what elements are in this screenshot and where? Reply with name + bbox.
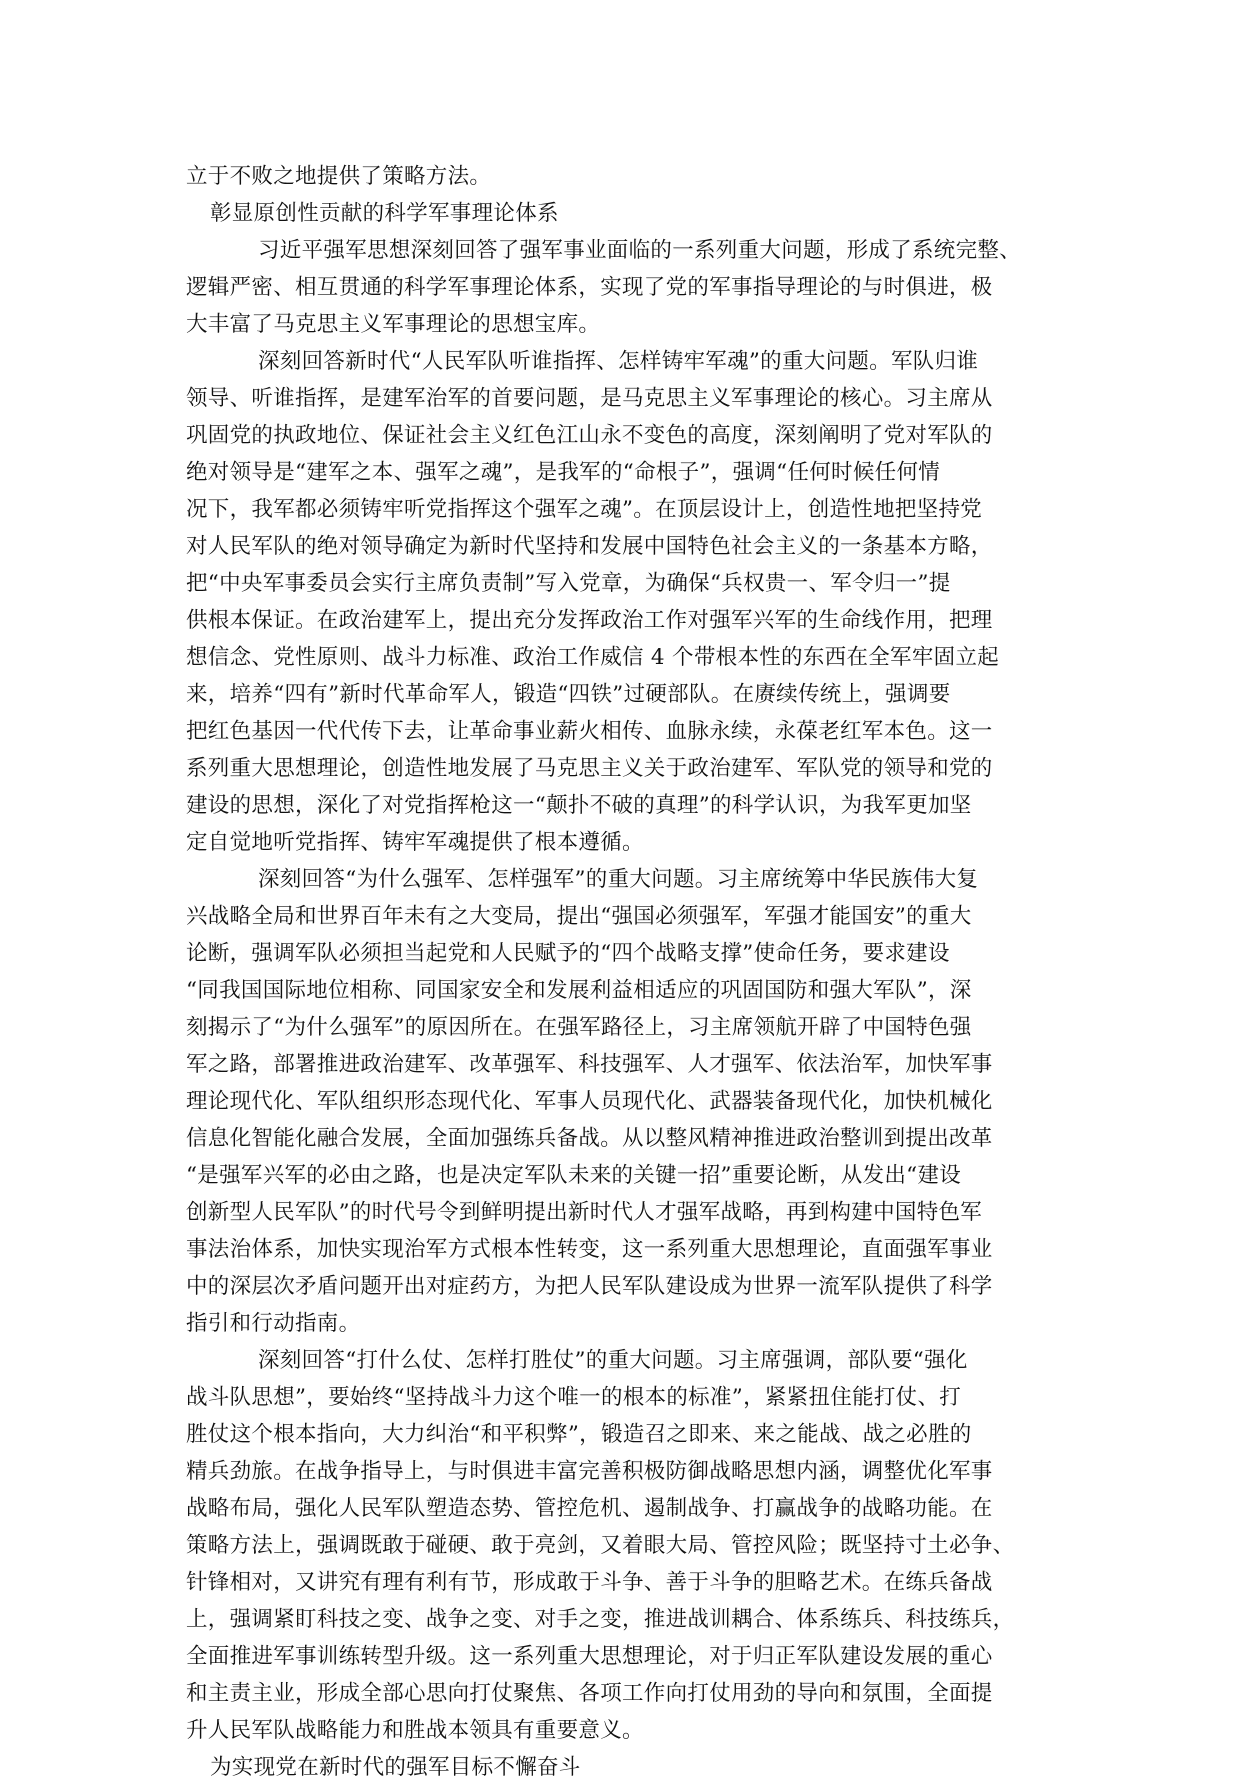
text-line: 深刻回答“为什么强军、怎样强军”的重大问题。习主席统筹中华民族伟大复 [258, 867, 979, 892]
text-line: 和主责主业，形成全部心思向打仗聚焦、各项工作向打仗用劲的导向和氛围，全面提 [186, 1681, 993, 1706]
text-line: 刻揭示了“为什么强军”的原因所在。在强军路径上，习主席领航开辟了中国特色强 [186, 1015, 972, 1040]
text-line: 上，强调紧盯科技之变、战争之变、对手之变，推进战训耦合、体系练兵、科技练兵， [186, 1607, 1015, 1632]
document-body [186, 158, 1044, 1786]
text-line: 战略布局，强化人民军队塑造态势、管控危机、遏制战争、打赢战争的战略功能。在 [186, 1496, 993, 1521]
text-line: 升人民军队战略能力和胜战本领具有重要意义。 [186, 1718, 644, 1743]
text-line: 信息化智能化融合发展，全面加强练兵备战。从以整风精神推进政治整训到提出改革 [186, 1126, 993, 1151]
text-line: 深刻回答“打什么仗、怎样打胜仗”的重大问题。习主席强调，部队要“强化 [258, 1348, 968, 1373]
text-line: 论断，强调军队必须担当起党和人民赋予的“四个战略支撑”使命任务，要求建设 [186, 941, 950, 966]
text-line: 立于不败之地提供了策略方法。 [186, 164, 492, 189]
text-line: 逻辑严密、相互贯通的科学军事理论体系，实现了党的军事指导理论的与时俱进，极 [186, 275, 993, 300]
text-line: 中的深层次矛盾问题开出对症药方，为把人民军队建设成为世界一流军队提供了科学 [186, 1274, 993, 1299]
text-line: 把“中央军事委员会实行主席负责制”写入党章，为确保“兵权贵一、军令归一”提 [186, 571, 951, 596]
text-line: 况下，我军都必须铸牢听党指挥这个强军之魂”。在顶层设计上，创造性地把坚持党 [186, 497, 983, 522]
text-line: “是强军兴军的必由之路，也是决定军队未来的关键一招”重要论断，从发出“建设 [186, 1163, 962, 1188]
text-line: 全面推进军事训练转型升级。这一系列重大思想理论，对于归正军队建设发展的重心 [186, 1644, 993, 1669]
section-heading: 彰显原创性贡献的科学军事理论体系 [210, 201, 559, 226]
text-line: 创新型人民军队”的时代号令到鲜明提出新时代人才强军战略，再到构建中国特色军 [186, 1200, 983, 1225]
text-line: 大丰富了马克思主义军事理论的思想宝库。 [186, 312, 601, 337]
text-line: 绝对领导是“建军之本、强军之魂”，是我军的“命根子”，强调“任何时候任何情 [186, 460, 941, 485]
text-line: 巩固党的执政地位、保证社会主义红色江山永不变色的高度，深刻阐明了党对军队的 [186, 423, 993, 448]
text-line: 指引和行动指南。 [186, 1311, 361, 1336]
text-line: 精兵劲旅。在战争指导上，与时俱进丰富完善积极防御战略思想内涵，调整优化军事 [186, 1459, 993, 1484]
text-line: 针锋相对，又讲究有理有利有节，形成敢于斗争、善于斗争的胆略艺术。在练兵备战 [186, 1570, 993, 1595]
text-line: 军之路，部署推进政治建军、改革强军、科技强军、人才强军、依法治军，加快军事 [186, 1052, 993, 1077]
text-line: 系列重大思想理论，创造性地发展了马克思主义关于政治建军、军队党的领导和党的 [186, 756, 993, 781]
text-line: 供根本保证。在政治建军上，提出充分发挥政治工作对强军兴军的生命线作用，把理 [186, 608, 993, 633]
text-line: “同我国国际地位相称、同国家安全和发展利益相适应的巩固国防和强大军队”，深 [186, 978, 972, 1003]
text-line: 胜仗这个根本指向，大力纠治“和平积弊”，锻造召之即来、来之能战、战之必胜的 [186, 1422, 972, 1447]
text-line: 理论现代化、军队组织形态现代化、军事人员现代化、武器装备现代化，加快机械化 [186, 1089, 993, 1114]
text-line: 对人民军队的绝对领导确定为新时代坚持和发展中国特色社会主义的一条基本方略， [186, 534, 993, 559]
text-line: 建设的思想，深化了对党指挥枪这一“颠扑不破的真理”的科学认识，为我军更加坚 [186, 793, 972, 818]
text-line: 兴战略全局和世界百年未有之大变局，提出“强国必须强军，军强才能国安”的重大 [186, 904, 972, 929]
section-heading: 为实现党在新时代的强军目标不懈奋斗 [210, 1755, 581, 1780]
text-line: 战斗队思想”，要始终“坚持战斗力这个唯一的根本的标准”，紧紧扭住能打仗、打 [186, 1385, 962, 1410]
text-line: 定自觉地听党指挥、铸牢军魂提供了根本遵循。 [186, 830, 644, 855]
text-line: 领导、听谁指挥，是建军治军的首要问题，是马克思主义军事理论的核心。习主席从 [186, 386, 993, 411]
text-line: 习近平强军思想深刻回答了强军事业面临的一系列重大问题，形成了系统完整、 [258, 238, 1022, 263]
text-line: 深刻回答新时代“人民军队听谁指挥、怎样铸牢军魂”的重大问题。军队归谁 [258, 349, 979, 374]
text-line: 把红色基因一代代传下去，让革命事业薪火相传、血脉永续，永葆老红军本色。这一 [186, 719, 993, 744]
text-line: 事法治体系，加快实现治军方式根本性转变，这一系列重大思想理论，直面强军事业 [186, 1237, 993, 1262]
text-line: 来，培养“四有”新时代革命军人，锻造“四铁”过硬部队。在赓续传统上，强调要 [186, 682, 951, 707]
text-line: 想信念、党性原则、战斗力标准、政治工作威信 4 个带根本性的东西在全军牢固立起 [186, 645, 1000, 670]
text-line: 策略方法上，强调既敢于碰硬、敢于亮剑，又着眼大局、管控风险；既坚持寸土必争、 [186, 1533, 1015, 1558]
